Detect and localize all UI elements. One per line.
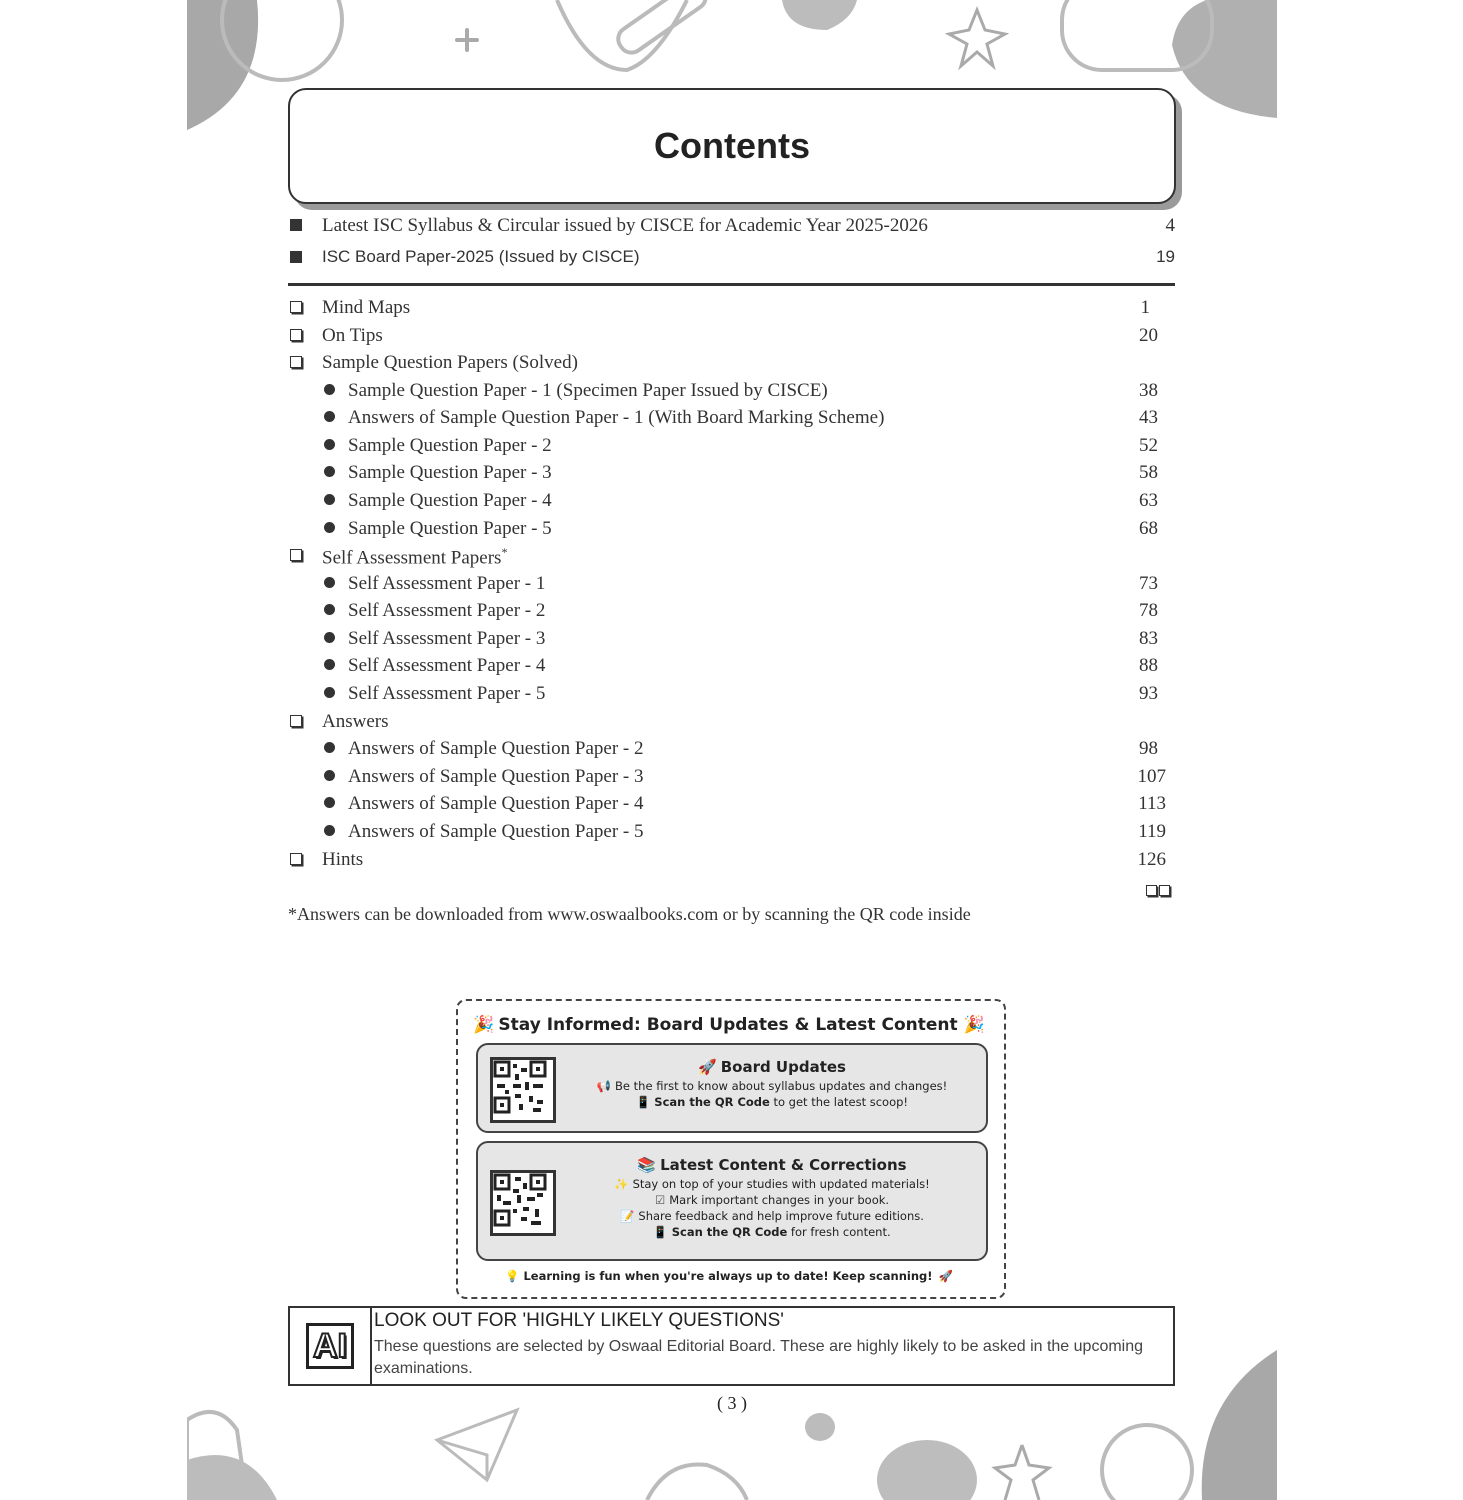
contents-section-heading	[288, 710, 1175, 736]
stay-informed-box	[456, 999, 1006, 1299]
footnote: *Answers can be downloaded from www.oswaalbooks.com or by scanning the QR code inside	[288, 904, 971, 924]
item-title: Sample Question Paper - 3	[348, 462, 552, 483]
qr-code[interactable]	[490, 1057, 556, 1123]
hollow-square-bullet-icon	[290, 549, 302, 561]
round-bullet-icon	[324, 466, 335, 477]
info-box-title: 🎉 Stay Informed: Board Updates & Latest Content 🎉	[473, 1015, 985, 1035]
rocket-icon: 🚀	[938, 1269, 953, 1283]
item-title: Self Assessment Paper - 4	[348, 655, 546, 676]
item-page: 58	[1139, 462, 1158, 483]
round-bullet-icon	[324, 797, 335, 808]
hollow-square-bullet-icon	[290, 356, 302, 368]
contents-item	[288, 434, 1175, 460]
item-title: Answers of Sample Question Paper - 2	[348, 738, 644, 759]
latest-content-text: 📚 Latest Content & Corrections ✨ Stay on top of your studies with updated materials! ☑ Mark important changes in your book. 📝 Share feedback and help improve future editions. 📱 Scan the QR Code for fresh content.	[614, 1156, 930, 1239]
item-page: 98	[1139, 738, 1158, 759]
item-title: Sample Question Paper - 1 (Specimen Paper Issued by CISCE)	[348, 380, 828, 401]
item-page: 93	[1139, 683, 1158, 704]
solid-square-bullet-icon	[290, 251, 302, 263]
round-bullet-icon	[324, 577, 335, 588]
qr-code-icon	[493, 1173, 547, 1227]
item-title: Answers of Sample Question Paper - 1 (With Board Marking Scheme)	[348, 407, 885, 428]
item-title: Answers	[322, 711, 389, 732]
contents-item	[288, 627, 1175, 653]
contents-item	[288, 572, 1175, 598]
item-title: Hints	[322, 849, 364, 870]
item-page: 83	[1139, 628, 1158, 649]
info-box-footer: 💡 Learning is fun when you're always up to date! Keep scanning! 🚀	[505, 1269, 953, 1283]
item-page: 19	[1156, 247, 1175, 266]
light-bulb-icon: 💡	[505, 1269, 520, 1283]
footnote-marker: *	[501, 545, 508, 559]
contents-item	[288, 296, 1175, 322]
hollow-square-bullet-icon	[290, 301, 302, 313]
item-title: Answers of Sample Question Paper - 3	[348, 766, 644, 787]
round-bullet-icon	[324, 742, 335, 753]
board-updates-text: 🚀 Board Updates 📢 Be the first to know about syllabus updates and changes! 📱 Scan the QR Code to get the latest scoop!	[596, 1058, 948, 1109]
highly-likely-heading: LOOK OUT FOR 'HIGHLY LIKELY QUESTIONS'	[374, 1310, 784, 1331]
highly-likely-text: These questions are selected by Oswaal Editorial Board. These are highly likely to be asked in the upcoming examinations.	[374, 1338, 1144, 1377]
hollow-square-bullet-icon	[290, 853, 302, 865]
memo-icon: 📝	[620, 1209, 635, 1223]
item-title: ISC Board Paper-2025 (Issued by CISCE)	[322, 247, 640, 266]
item-title: Answers of Sample Question Paper - 4	[348, 793, 644, 814]
contents-item	[288, 246, 1175, 272]
item-title: Answers of Sample Question Paper - 5	[348, 821, 644, 842]
item-page: 4	[1165, 215, 1175, 236]
qr-code-icon	[493, 1060, 547, 1114]
item-title: Self Assessment Paper - 2	[348, 600, 546, 621]
item-title: Self Assessment Papers	[322, 547, 502, 569]
contents-item	[288, 517, 1175, 543]
hollow-square-bullet-icon	[290, 715, 302, 727]
contents-item	[288, 682, 1175, 708]
item-title: Sample Question Paper - 5	[348, 518, 552, 539]
end-marks-icon	[1144, 883, 1170, 901]
item-page: 52	[1139, 435, 1158, 456]
item-page: 119	[1138, 821, 1166, 842]
contents-section-heading	[288, 351, 1175, 377]
round-bullet-icon	[324, 494, 335, 505]
item-title: Sample Question Papers (Solved)	[322, 352, 578, 373]
contents-item	[288, 599, 1175, 625]
contents-item	[288, 848, 1175, 874]
item-title: Sample Question Paper - 2	[348, 435, 552, 456]
item-page: 20	[1139, 325, 1158, 346]
item-page: 88	[1139, 655, 1158, 676]
item-page: 38	[1139, 380, 1158, 401]
contents-item	[288, 765, 1175, 791]
item-page: 73	[1139, 573, 1158, 594]
document-page	[187, 0, 1277, 1500]
round-bullet-icon	[324, 687, 335, 698]
round-bullet-icon	[324, 522, 335, 533]
phone-icon: 📱	[653, 1225, 668, 1239]
round-bullet-icon	[324, 632, 335, 643]
qr-code[interactable]	[490, 1170, 556, 1236]
hollow-square-bullet-icon	[290, 329, 302, 341]
sparkles-icon: ✨	[614, 1177, 629, 1191]
ai-logo	[290, 1308, 372, 1384]
round-bullet-icon	[324, 659, 335, 670]
contents-item	[288, 654, 1175, 680]
contents-item	[288, 820, 1175, 846]
highly-likely-questions-box	[288, 1306, 1175, 1386]
item-page: 126	[1137, 849, 1166, 870]
item-page: 78	[1139, 600, 1158, 621]
page-number: ( 3 )	[717, 1393, 747, 1413]
contents-item	[288, 737, 1175, 763]
contents-title-box	[288, 88, 1176, 204]
item-page: 1	[1140, 297, 1150, 318]
round-bullet-icon	[324, 411, 335, 422]
item-page: 43	[1139, 407, 1158, 428]
latest-content-panel	[476, 1141, 988, 1261]
round-bullet-icon	[324, 439, 335, 450]
megaphone-icon: 📢	[596, 1079, 612, 1093]
board-updates-panel	[476, 1043, 988, 1133]
item-title: Mind Maps	[322, 297, 411, 318]
section-divider	[288, 283, 1175, 286]
item-page: 113	[1138, 793, 1166, 814]
round-bullet-icon	[324, 384, 335, 395]
item-title: Latest ISC Syllabus & Circular issued by CISCE for Academic Year 2025-2026	[322, 215, 928, 236]
contents-section-heading	[288, 544, 1175, 570]
item-title: Self Assessment Paper - 3	[348, 628, 546, 649]
round-bullet-icon	[324, 825, 335, 836]
solid-square-bullet-icon	[290, 219, 302, 231]
contents-item	[288, 461, 1175, 487]
party-popper-icon: 🎉	[473, 1015, 495, 1035]
check-box-icon: ☑	[654, 1193, 666, 1207]
contents-item	[288, 406, 1175, 432]
contents-item	[288, 214, 1175, 240]
ai-logo-text: AI	[306, 1323, 354, 1369]
rocket-icon: 🚀	[698, 1058, 717, 1076]
contents-item	[288, 489, 1175, 515]
round-bullet-icon	[324, 770, 335, 781]
item-title: Self Assessment Paper - 5	[348, 683, 546, 704]
contents-item	[288, 792, 1175, 818]
page-title: Contents	[654, 125, 810, 166]
phone-icon: 📱	[635, 1095, 651, 1109]
board-updates-heading: Board Updates	[720, 1058, 846, 1076]
contents-item	[288, 379, 1175, 405]
latest-content-heading: Latest Content & Corrections	[660, 1156, 907, 1174]
item-page: 107	[1137, 766, 1166, 787]
round-bullet-icon	[324, 604, 335, 615]
books-icon: 📚	[637, 1156, 657, 1174]
item-title: Self Assessment Paper - 1	[348, 573, 546, 594]
item-title: Sample Question Paper - 4	[348, 490, 552, 511]
party-popper-icon: 🎉	[963, 1015, 985, 1035]
item-title: On Tips	[322, 325, 383, 346]
item-page: 63	[1139, 490, 1158, 511]
item-page: 68	[1139, 518, 1158, 539]
contents-item	[288, 324, 1175, 350]
